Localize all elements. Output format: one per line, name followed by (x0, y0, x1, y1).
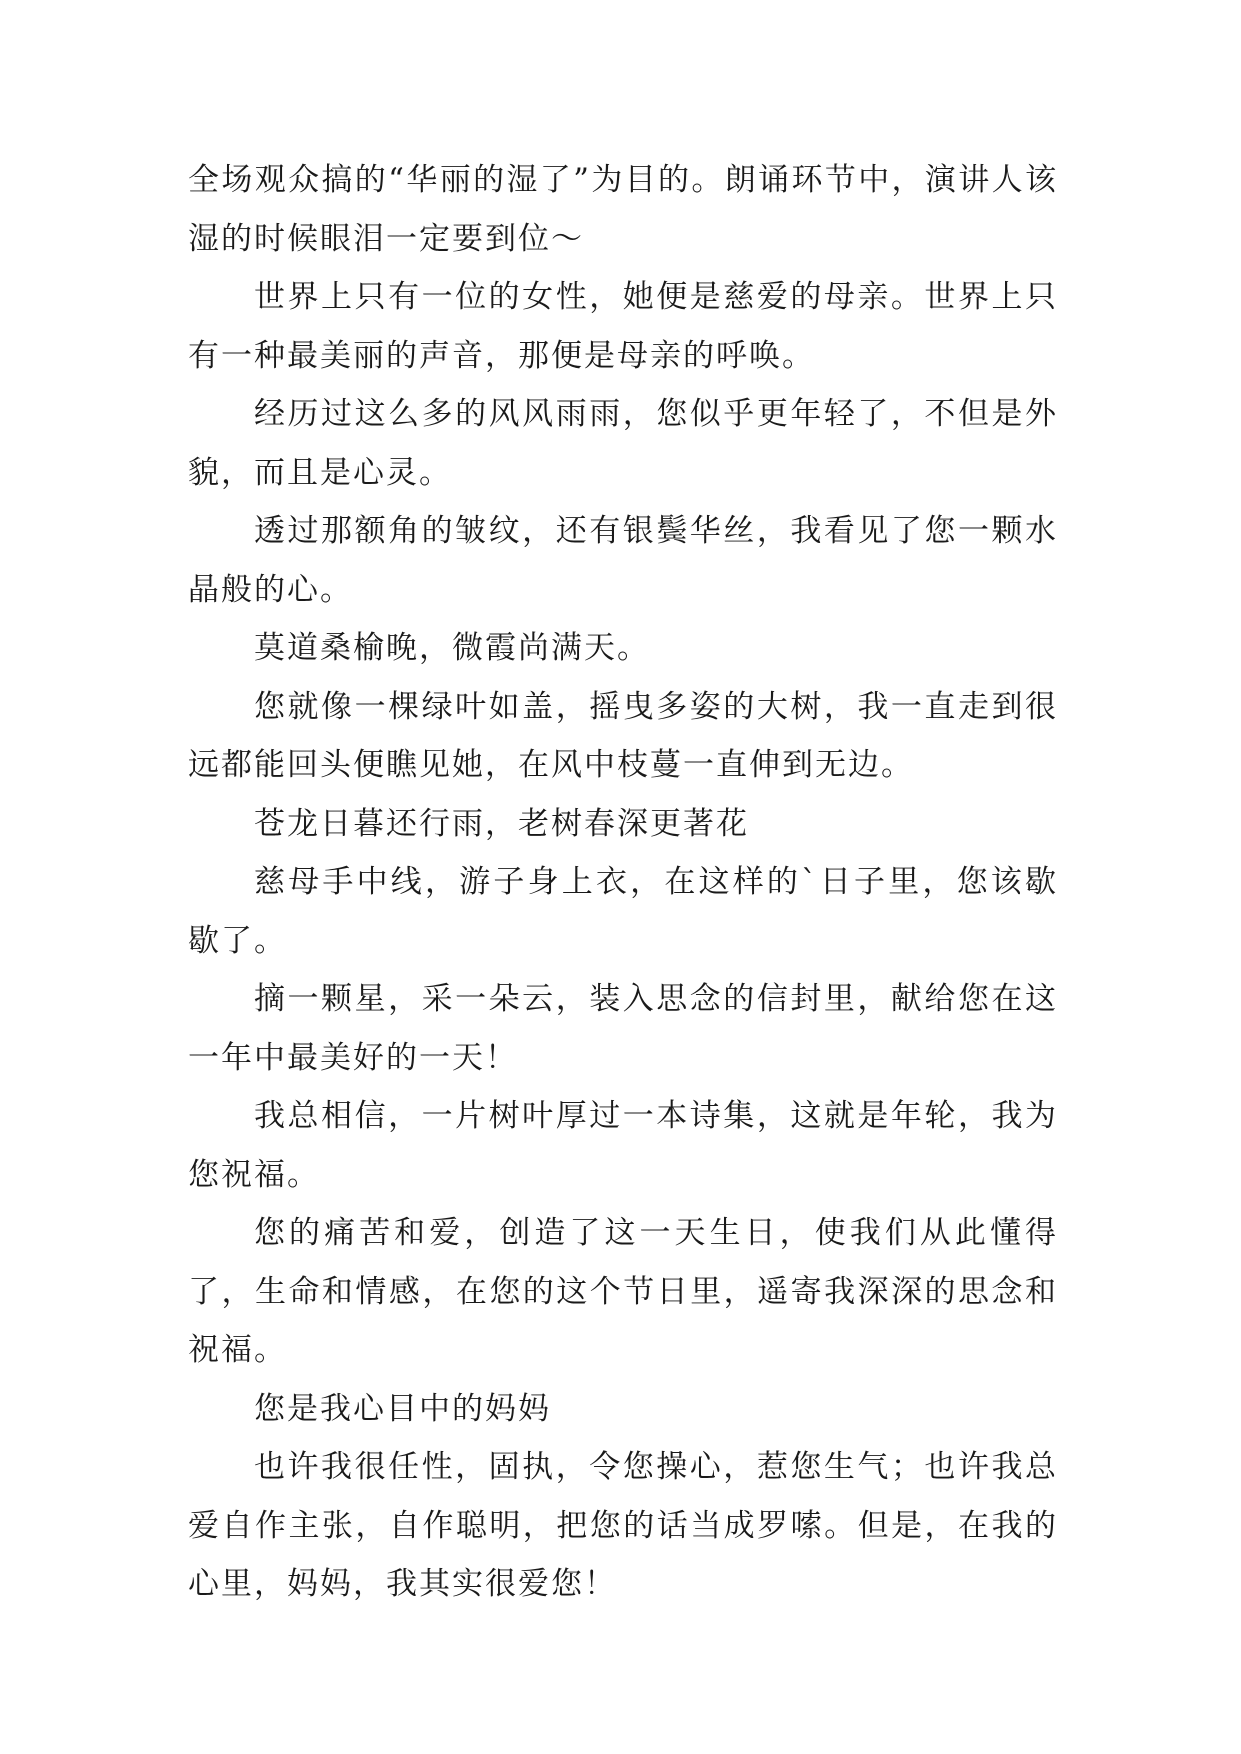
paragraph: 您就像一棵绿叶如盖，摇曳多姿的大树，我一直走到很远都能回头便瞧见她，在风中枝蔓一直伸到无边。 (188, 688, 1058, 783)
paragraph: 莫道桑榆晚，微霞尚满天。 (254, 630, 650, 666)
paragraph: 苍龙日暮还行雨，老树春深更著花 (254, 805, 749, 842)
paragraph: 透过那额角的皱纹，还有银鬓华丝，我看见了您一颗水晶般的心。 (188, 513, 1058, 608)
paragraph: 您的痛苦和爱，创造了这一天生日，使我们从此懂得了，生命和情感，在您的这个节日里，遥寄我深深的思念和祝福。 (188, 1215, 1058, 1368)
paragraph: 经历过这么多的风风雨雨，您似乎更年轻了，不但是外貌，而且是心灵。 (188, 396, 1058, 491)
paragraph: 世界上只有一位的女性，她便是慈爱的母亲。世界上只有一种最美丽的声音，那便是母亲的呼唤。 (188, 279, 1058, 374)
paragraph: 全场观众搞的“华丽的湿了”为目的。朗诵环节中，演讲人该湿的时候眼泪一定要到位～ (188, 162, 1058, 257)
paragraph: 我总相信，一片树叶厚过一本诗集，这就是年轮，我为您祝福。 (188, 1098, 1058, 1193)
document-body (188, 151, 1058, 1614)
paragraph: 慈母手中线，游子身上衣，在这样的`日子里，您该歇歇了。 (188, 864, 1058, 959)
paragraph: 也许我很任性，固执，令您操心，惹您生气；也许我总爱自作主张，自作聪明，把您的话当成罗嗦。但是，在我的心里，妈妈，我其实很爱您！ (188, 1449, 1058, 1602)
paragraph: 您是我心目中的妈妈 (254, 1390, 551, 1427)
paragraph: 摘一颗星，采一朵云，装入思念的信封里，献给您在这一年中最美好的一天！ (188, 981, 1058, 1076)
